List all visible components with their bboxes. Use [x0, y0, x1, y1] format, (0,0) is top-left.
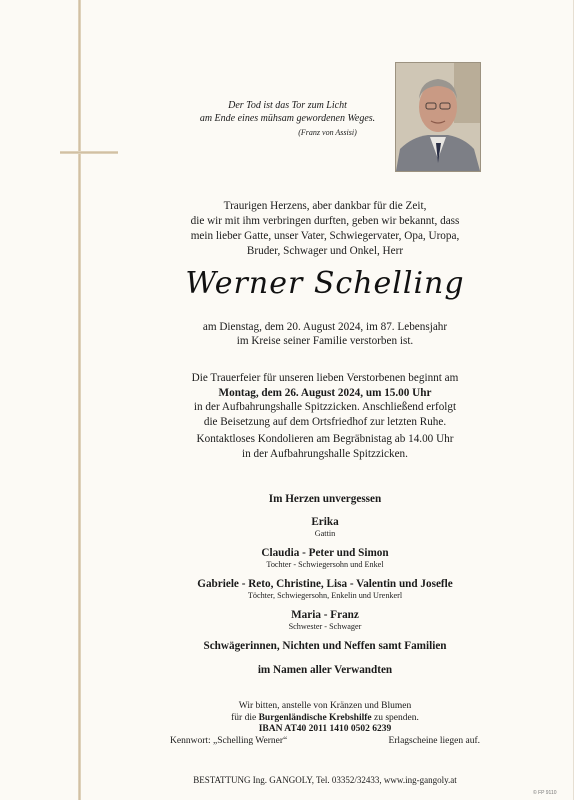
mourner-group: [120, 547, 530, 570]
donation-pre: für die: [231, 712, 259, 723]
extended-family: Schwägerinnen, Nichten und Neffen samt Familien: [203, 640, 447, 652]
iban: IBAN AT40 2011 1410 0502 6239: [258, 724, 392, 734]
deceased-name: Werner Schelling: [185, 266, 465, 301]
all-relatives: im Namen aller Verwandten: [257, 664, 393, 676]
funeral-line: Die Trauerfeier für unseren lieben Verstorbenen beginnt am: [191, 372, 459, 384]
cross-horizontal-bar: [60, 151, 118, 154]
donation-line: Wir bitten, anstelle von Kränzen und Blumen: [238, 701, 412, 711]
mourner-role: Schwester - Schwager: [288, 622, 362, 631]
cross-vertical-bar: [78, 0, 81, 800]
quote-line-2: am Ende eines mühsam gewordenen Weges.: [199, 113, 376, 124]
mourner-group: [120, 578, 530, 601]
intro-text: [155, 199, 495, 259]
mourners-list: [120, 493, 530, 676]
print-code: © FP 9110: [533, 790, 557, 796]
quote-source: (Franz von Assisi): [298, 128, 357, 137]
undertaker-footer: BESTATTUNG Ing. GANGOLY, Tel. 03352/32433, www.ing-gangoly.at: [193, 775, 457, 785]
quote-line-1: Der Tod ist das Tor zum Licht: [228, 100, 347, 111]
condolence-info: [145, 432, 505, 461]
mourner-names: Maria - Franz: [291, 609, 359, 621]
mourner-role: Gattin: [314, 529, 336, 538]
funeral-date: Montag, dem 26. August 2024, um 15.00 Uhr: [218, 386, 432, 399]
death-line: im Kreise seiner Familie verstorben ist.: [236, 335, 414, 347]
donation-post: zu spenden.: [371, 712, 419, 723]
quote-block: [180, 99, 395, 139]
charity-name: Burgenländische Krebshilfe: [258, 712, 372, 723]
mourner-group: [120, 516, 530, 539]
mourner-names: Erika: [311, 516, 339, 528]
intro-line: Bruder, Schwager und Onkel, Herr: [246, 245, 404, 257]
intro-line: die wir mit ihm verbringen durften, geben wir bekannt, dass: [190, 215, 460, 227]
death-notice: [155, 320, 495, 348]
condolence-line: in der Aufbahrungshalle Spitzzicken.: [242, 447, 408, 460]
intro-line: mein lieber Gatte, unser Vater, Schwiegervater, Opa, Uropa,: [190, 230, 460, 242]
mourners-heading: Im Herzen unvergessen: [268, 493, 382, 505]
mourner-role: Töchter, Schwiegersohn, Enkelin und Urenkerl: [247, 591, 403, 600]
portrait-photo: [396, 63, 480, 171]
portrait-photo-icon: [396, 63, 480, 171]
condolence-line: Kontaktloses Kondolieren am Begräbnistag ab 14.00 Uhr: [196, 433, 454, 445]
donation-request: [160, 701, 490, 747]
mourner-group: [120, 609, 530, 632]
death-line: am Dienstag, dem 20. August 2024, im 87. Lebensjahr: [202, 321, 448, 333]
donation-keyword: Kennwort: „Schelling Werner“: [170, 735, 288, 746]
receipts-note: Erlagscheine liegen auf.: [388, 735, 480, 746]
funeral-line: die Beisetzung auf dem Ortsfriedhof zur letzten Ruhe.: [203, 415, 447, 428]
mourner-names: Gabriele - Reto, Christine, Lisa - Valentin und Josefle: [197, 578, 453, 590]
mourner-names: Claudia - Peter und Simon: [261, 547, 389, 559]
intro-line: Traurigen Herzens, aber dankbar für die Zeit,: [223, 200, 427, 212]
funeral-line: in der Aufbahrungshalle Spitzzicken. Anschließend erfolgt: [193, 401, 457, 413]
mourner-role: Tochter - Schwiegersohn und Enkel: [266, 560, 384, 569]
funeral-info: [145, 371, 505, 429]
